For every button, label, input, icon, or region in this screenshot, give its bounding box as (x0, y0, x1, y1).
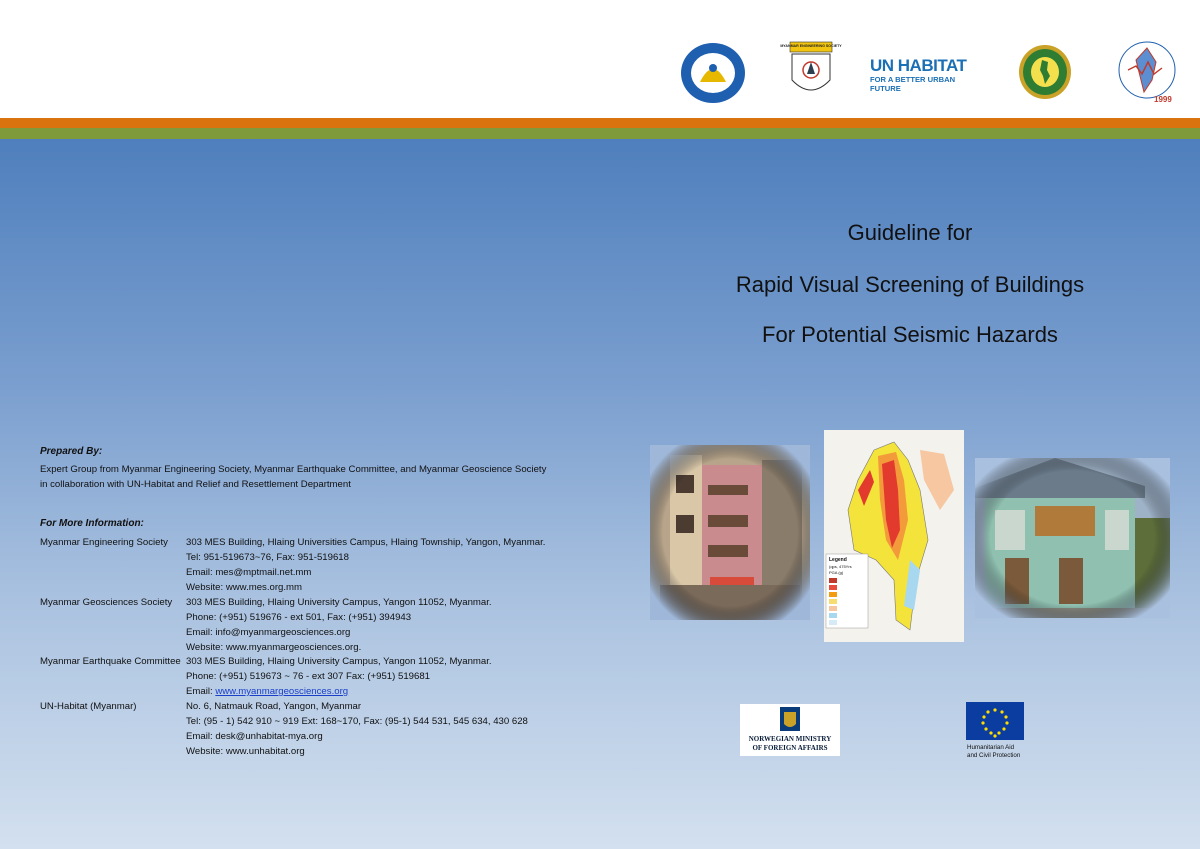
mec-logo-year: 1999 (1154, 95, 1172, 104)
orange-stripe (0, 118, 1200, 128)
org-name-mes: Myanmar Engineering Society (40, 537, 168, 548)
mgs-phone: Phone: (+951) 519676 - ext 501, Fax: (+951) 394943 (186, 612, 412, 623)
unhabitat-address: No. 6, Natmauk Road, Yangon, Myanmar (186, 701, 362, 712)
mgs-email: Email: info@myanmargeosciences.org (186, 627, 351, 638)
myanmar-earthquake-committee-logo (1114, 40, 1180, 104)
legend-subtitle: (qps, 475Yrs (829, 564, 852, 569)
mec-address: 303 MES Building, Hlaing University Campus, Yangon 11052, Myanmar. (186, 656, 492, 667)
eu-line-1: Humanitarian Aid (967, 744, 1015, 751)
mes-tel: Tel: 951-519673~76, Fax: 951-519618 (186, 552, 349, 563)
mec-email-link[interactable]: www.myanmargeosciences.org (215, 686, 349, 697)
building-photo-left (650, 445, 810, 620)
org-name-unhabitat: UN-Habitat (Myanmar) (40, 701, 137, 712)
org-name-mgs: Myanmar Geosciences Society (40, 597, 173, 608)
org-name-mec: Myanmar Earthquake Committee (40, 656, 181, 667)
norway-line-2: OF FOREIGN AFFAIRS (752, 744, 828, 752)
prepared-by-line-2: in collaboration with UN-Habitat and Relief and Resettlement Department (40, 479, 351, 490)
norway-mfa-logo (740, 704, 840, 756)
myanmar-geoscience-society-logo (1018, 44, 1072, 100)
title-line-1: Guideline for (847, 220, 973, 245)
more-info-heading: For More Information: (40, 518, 144, 529)
mes-logo-text: MYANMAR ENGINEERING SOCIETY (780, 44, 842, 48)
unhabitat-website: Website: www.unhabitat.org (186, 746, 305, 757)
mec-phone: Phone: (+951) 519673 ~ 76 - ext 307 Fax: (+951) 519681 (186, 671, 431, 682)
legend-title: Legend (829, 557, 847, 563)
seismic-hazard-map (824, 430, 964, 642)
unhabitat-tagline: FOR A BETTER URBAN FUTURE (870, 75, 956, 93)
unhabitat-wordmark: UN HABITAT (870, 56, 967, 75)
title-line-3: For Potential Seismic Hazards (762, 322, 1058, 347)
unhabitat-email: Email: desk@unhabitat-mya.org (186, 731, 323, 742)
prepared-by-line-1: Expert Group from Myanmar Engineering Society, Myanmar Earthquake Committee, and Myanmar Geoscience Society (40, 464, 547, 475)
mec-email-label: Email: (186, 686, 216, 697)
norway-line-1: NORWEGIAN MINISTRY (748, 735, 832, 743)
unhabitat-logo (870, 56, 980, 93)
mec-email (186, 686, 348, 697)
header-bar (0, 0, 1200, 118)
eu-humanitarian-aid-logo (966, 702, 1026, 760)
legend-subtitle-2: PGA (g) (829, 570, 844, 575)
eu-line-2: and Civil Protection (967, 752, 1021, 759)
prepared-by-heading: Prepared By: (40, 446, 103, 457)
title-line-2: Rapid Visual Screening of Buildings (735, 272, 1085, 297)
mes-website: Website: www.mes.org.mm (186, 582, 303, 593)
building-photo-right (975, 458, 1170, 618)
green-stripe (0, 128, 1200, 139)
mes-email: Email: mes@mptmail.net.mm (186, 567, 312, 578)
myanmar-engineering-society-logo (780, 40, 842, 104)
relief-resettlement-dept-logo (680, 42, 746, 104)
mes-address: 303 MES Building, Hlaing Universities Campus, Hlaing Township, Yangon, Myanmar. (186, 537, 546, 548)
unhabitat-tel: Tel: (95 - 1) 542 910 ~ 919 Ext: 168~170, Fax: (95-1) 544 531, 545 634, 430 628 (186, 716, 528, 727)
mgs-address: 303 MES Building, Hlaing University Campus, Yangon 11052, Myanmar. (186, 597, 492, 608)
mgs-website: Website: www.myanmargeosciences.org. (186, 642, 362, 653)
